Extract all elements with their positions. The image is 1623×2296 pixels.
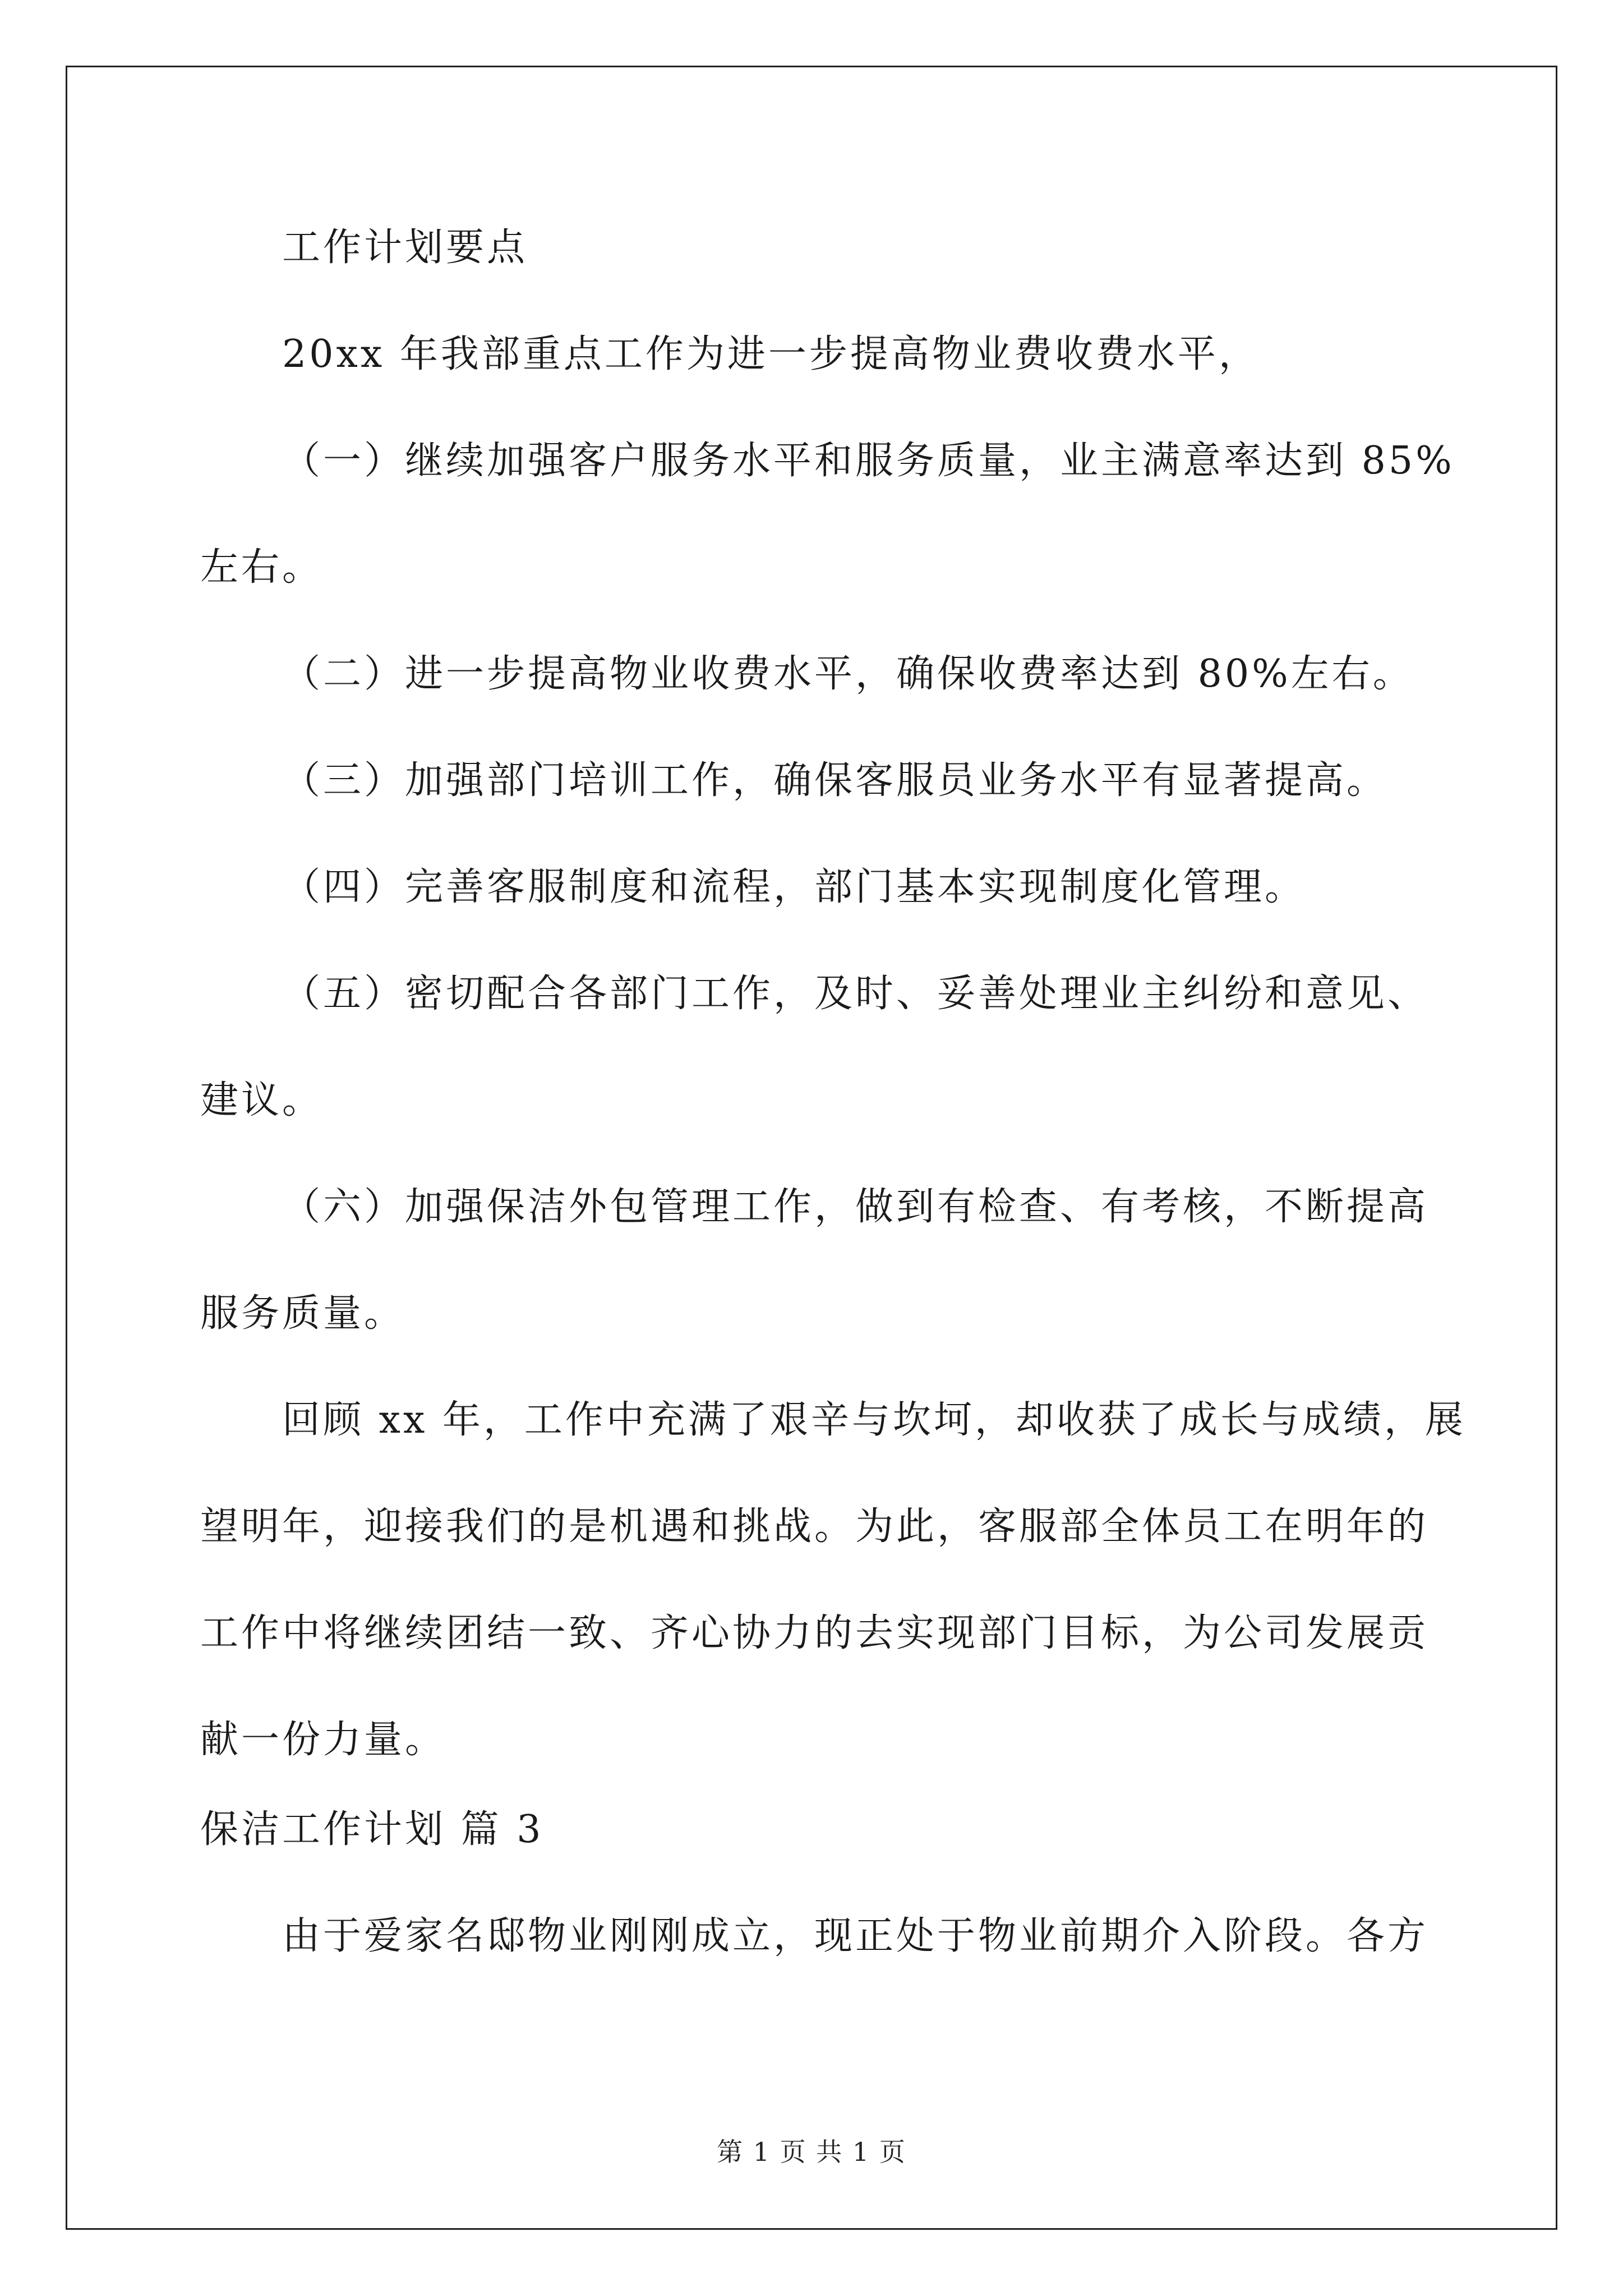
page-footer: 第 1 页 共 1 页 [717,2137,906,2167]
paragraph-line: 回顾 xx 年，工作中充满了艰辛与坎坷，却收获了成长与成绩，展 [282,1398,1466,1442]
list-item-5: （五）密切配合各部门工作，及时、妥善处理业主纠纷和意见、 [282,972,1429,1016]
list-item-6: （六）加强保洁外包管理工作，做到有检查、有考核，不断提高 [282,1185,1429,1229]
list-item-3: （三）加强部门培训工作，确保客服员业务水平有显著提高。 [282,758,1388,803]
section-heading-work-plan-points: 工作计划要点 [282,226,528,270]
list-item-1-continuation: 左右。 [200,545,324,590]
list-item-4: （四）完善客服制度和流程，部门基本实现制度化管理。 [282,865,1306,909]
list-item-6-continuation: 服务质量。 [200,1291,405,1336]
paragraph-line: 20xx 年我部重点工作为进一步提高物业费收费水平， [282,332,1260,376]
paragraph-line: 献一份力量。 [200,1718,446,1762]
section-heading-cleaning-plan: 保洁工作计划 篇 3 [200,1807,544,1852]
paragraph-line: 由于爱家名邸物业刚刚成立，现正处于物业前期介入阶段。各方 [282,1914,1429,1958]
list-item-1: （一）继续加强客户服务水平和服务质量，业主满意率达到 85% [282,439,1455,483]
paragraph-line: 望明年，迎接我们的是机遇和挑战。为此，客服部全体员工在明年的 [200,1504,1429,1549]
page-border [66,66,1557,2230]
list-item-5-continuation: 建议。 [200,1078,324,1122]
paragraph-line: 工作中将继续团结一致、齐心协力的去实现部门目标，为公司发展贡 [200,1611,1429,1655]
list-item-2: （二）进一步提高物业收费水平，确保收费率达到 80%左右。 [282,652,1414,696]
